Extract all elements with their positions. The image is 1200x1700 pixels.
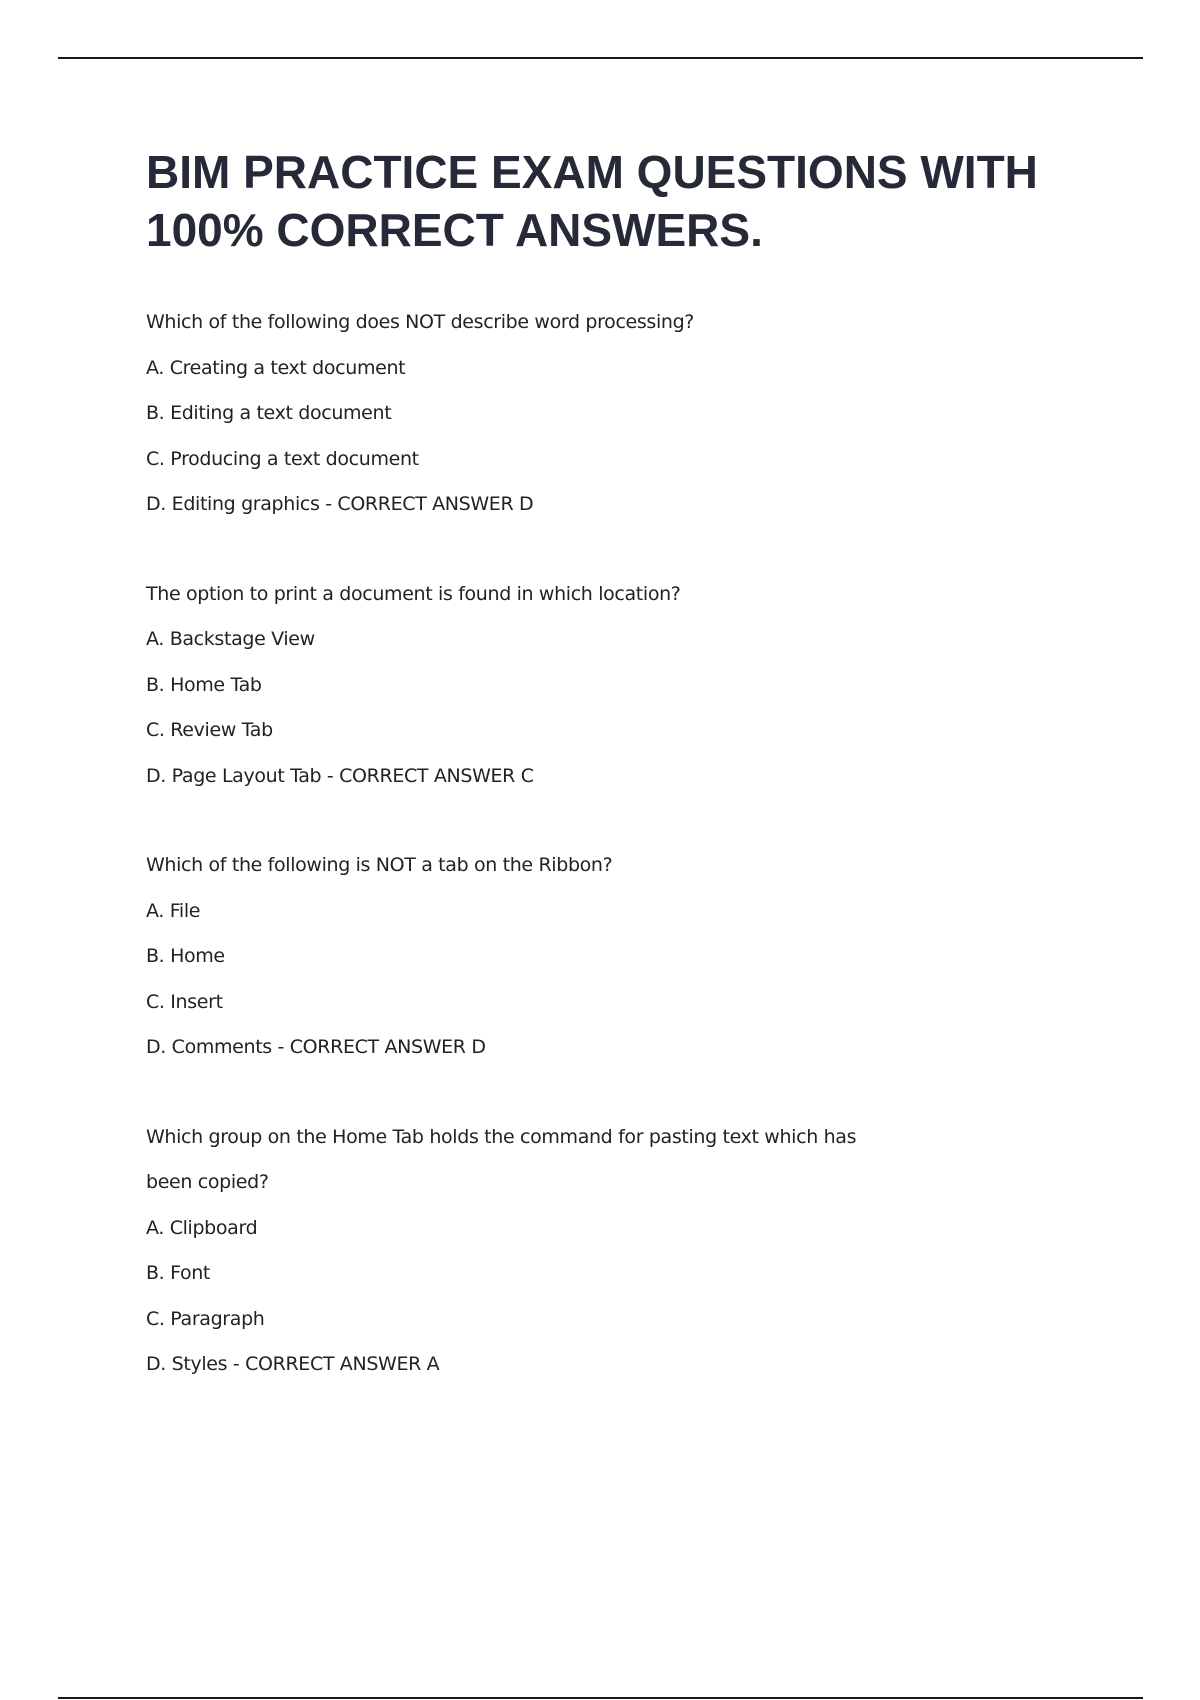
question-4 [146,1115,1106,1388]
question-prompt: Which of the following does NOT describe word processing? [146,311,695,333]
question-prompt: The option to print a document is found in which location? [146,582,681,605]
answer-option: A. Creating a text document [146,356,406,379]
answer-option: B. Home Tab [146,673,262,696]
answer-option: A. File [146,899,201,922]
answer-option: B. Home [146,945,225,967]
answer-option-correct: D. Comments - CORRECT ANSWER D [146,1036,486,1058]
answer-option: B. Editing a text document [146,402,392,424]
question-prompt: Which group on the Home Tab holds the command for pasting text which has [146,1125,857,1148]
answer-option: C. Producing a text document [146,447,419,470]
answer-option-correct: D. Editing graphics - CORRECT ANSWER D [146,493,534,515]
document-title: BIM PRACTICE EXAM QUESTIONS WITH 100% CORRECT ANSWERS. [146,146,1038,256]
question-list [146,300,1106,1432]
question-3 [146,843,1106,1071]
footer-rule [58,1697,1143,1699]
header-rule [58,57,1143,59]
answer-option-correct: D. Page Layout Tab - CORRECT ANSWER C [146,764,534,787]
question-prompt: Which of the following is NOT a tab on the Ribbon? [146,854,613,876]
answer-option-correct: D. Styles - CORRECT ANSWER A [146,1353,440,1375]
answer-option: C. Paragraph [146,1307,265,1330]
question-prompt-continued: been copied? [146,1171,269,1193]
question-2 [146,572,1106,800]
answer-option: C. Insert [146,990,223,1013]
answer-option: B. Font [146,1262,211,1284]
question-1 [146,300,1106,528]
answer-option: C. Review Tab [146,719,273,741]
answer-option: A. Clipboard [146,1216,258,1239]
answer-option: A. Backstage View [146,628,315,650]
